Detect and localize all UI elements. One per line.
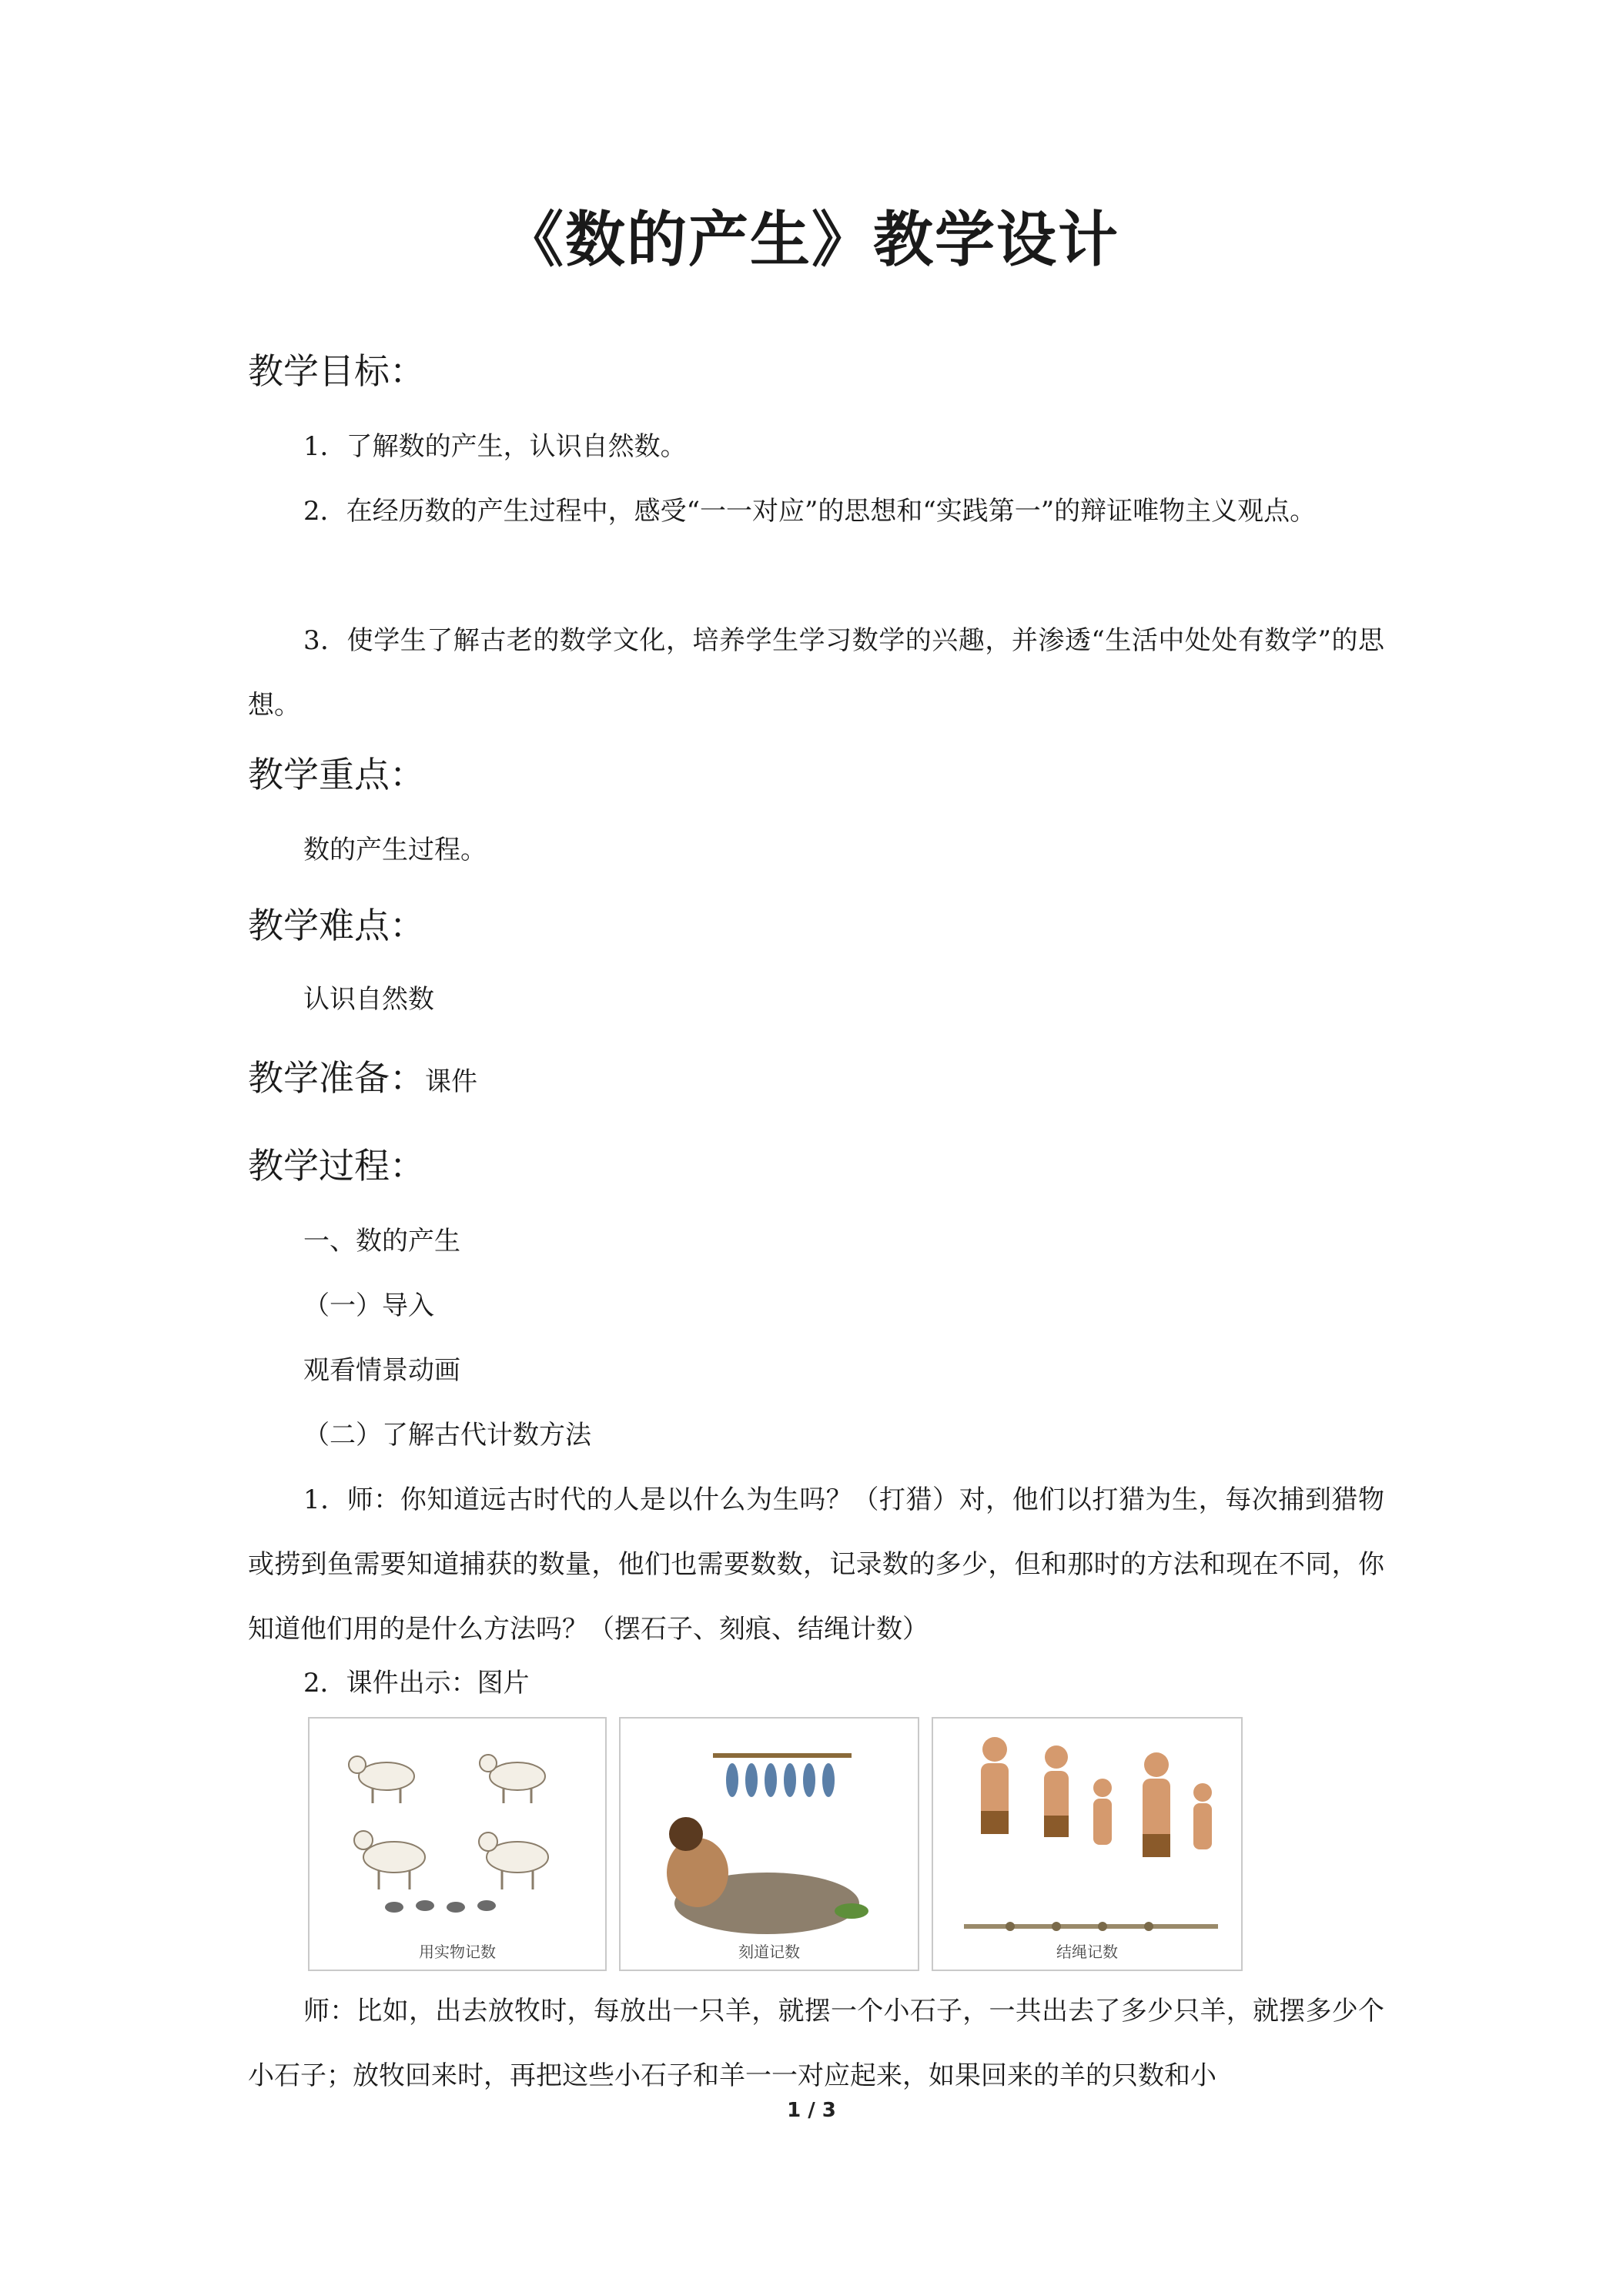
process-line-2: （一）导入 — [303, 1290, 434, 1321]
document-title: 《数的产生》教学设计 — [503, 206, 1119, 275]
carving-marks-icon — [621, 1719, 918, 1970]
page-number: 1 / 3 — [787, 2099, 836, 2122]
process-line-3: 观看情景动画 — [303, 1355, 460, 1386]
heading-difficulty: 教学难点： — [248, 905, 425, 946]
figure-caption-3: 结绳记数 — [1056, 1943, 1118, 1961]
objective-item-2: 2．在经历数的产生过程中，感受“一一对应”的思想和“实践第一”的辩证唯物主义观点。 — [303, 496, 1317, 527]
objective-item-3: 3．使学生了解古老的数学文化，培养学生学习数学的兴趣，并渗透“生活中处处有数学”的思想。 — [248, 625, 1384, 721]
heading-objectives: 教学目标： — [248, 350, 425, 392]
process-line-5: 1．师：你知道远古时代的人是以什么为生吗？（打猎）对，他们以打猎为生，每次捕到猎物或捞到鱼需要知道捕获的数量，他们也需要数数，记录数的多少，但和那时的方法和现在不同，你知道他们用的是什么方法吗？（摆石子、刻痕、结绳计数） — [248, 1484, 1384, 1645]
process-line-1: 一、数的产生 — [303, 1226, 460, 1257]
heading-key-point: 教学重点： — [248, 754, 425, 795]
figure-caption-2: 刻道记数 — [738, 1943, 800, 1961]
process-line-6: 2．课件出示：图片 — [303, 1668, 530, 1699]
after-figure-text: 师：比如，出去放牧时，每放出一只羊，就摆一个小石子，一共出去了多少只羊，就摆多少个小石子；放牧回来时，再把这些小石子和羊一一对应起来，如果回来的羊的只数和小 — [248, 1996, 1384, 2091]
difficulty-text: 认识自然数 — [303, 984, 434, 1015]
key-point-text: 数的产生过程。 — [303, 835, 487, 865]
objective-item-1: 1．了解数的产生，认识自然数。 — [303, 431, 687, 462]
figure-caption-1: 用实物记数 — [419, 1943, 496, 1961]
heading-preparation — [248, 1055, 477, 1105]
figure-strip — [308, 1717, 1240, 1971]
preparation-label: 教学准备： — [248, 1057, 425, 1099]
process-line-4: （二）了解古代计数方法 — [303, 1420, 591, 1451]
figure-counting-objects — [308, 1717, 607, 1971]
knotted-rope-icon — [933, 1719, 1241, 1970]
preparation-text: 课件 — [425, 1066, 477, 1097]
heading-process: 教学过程： — [248, 1145, 425, 1186]
figure-carving-marks — [619, 1717, 919, 1971]
figure-knotted-rope — [932, 1717, 1243, 1971]
goats-and-stones-icon — [310, 1719, 605, 1970]
